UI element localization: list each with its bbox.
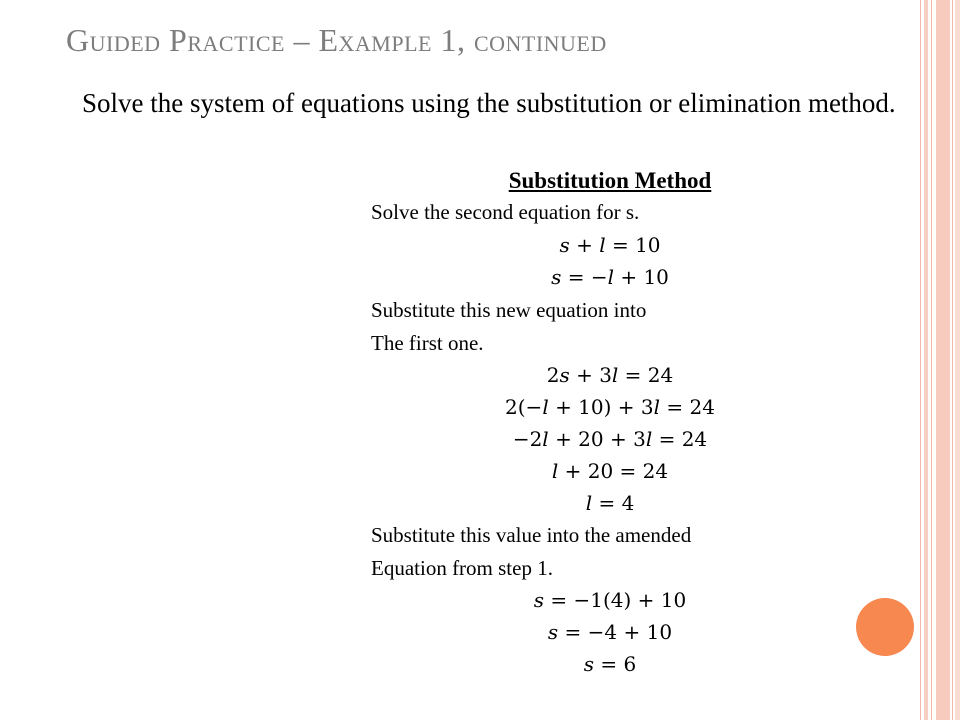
- intro-text: Solve the system of equations using the substitution or elimination method.: [82, 88, 896, 118]
- equation-5: −2𝑙 + 20 + 3𝑙 = 24: [512, 427, 708, 451]
- step-text-substitute-value-2: Equation from step 1.: [371, 556, 553, 580]
- equation-4: 2(−𝑙 + 10) + 3𝑙 = 24: [505, 395, 715, 419]
- equation-8: 𝑠 = −1(4) + 10: [533, 588, 687, 612]
- decorative-stripe: [952, 0, 953, 720]
- step-text-solve-second: Solve the second equation for s.: [371, 200, 640, 224]
- decorative-stripe: [936, 0, 950, 720]
- step-text-substitute-value-1: Substitute this value into the amended: [371, 523, 692, 547]
- step-text-substitute-2: The first one.: [371, 331, 484, 355]
- decorative-stripe: [920, 0, 921, 720]
- equation-7: 𝑙 = 4: [585, 491, 635, 515]
- equation-3: 2𝑠 + 3𝑙 = 24: [546, 363, 674, 387]
- equation-2: 𝑠 = −𝑙 + 10: [551, 265, 669, 289]
- equation-1: 𝑠 + 𝑙 = 10: [559, 233, 661, 257]
- slide-title: Guided Practice – Example 1, continued: [66, 22, 607, 58]
- equation-9: 𝑠 = −4 + 10: [547, 620, 673, 644]
- equation-10: 𝑠 = 6: [583, 652, 637, 676]
- equation-6: 𝑙 + 20 = 24: [551, 459, 669, 483]
- decorative-stripe: [924, 0, 928, 720]
- method-heading: Substitution Method: [508, 168, 712, 193]
- decorative-stripe: [955, 0, 960, 720]
- decorative-stripe: [931, 0, 932, 720]
- step-text-substitute-1: Substitute this new equation into: [371, 298, 647, 322]
- accent-circle: [856, 598, 914, 656]
